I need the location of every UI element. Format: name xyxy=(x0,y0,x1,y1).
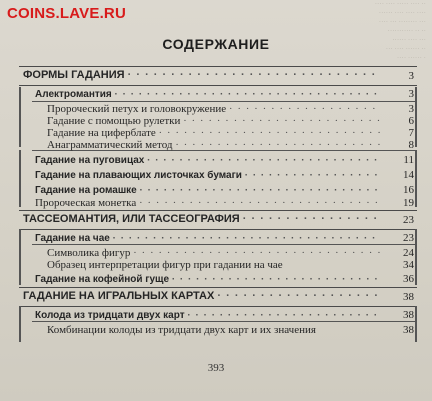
toc-page-number: 16 xyxy=(403,184,414,196)
toc-side-bar xyxy=(415,150,417,207)
toc-entry-sub[interactable]: Пророческий петух и головокружение · · · · · · · · · · · · · · · · · · xyxy=(47,103,377,115)
toc-entry-sub[interactable]: Гадание на циферблате · · · · · · · · · · · · · · · · · · · · · · · · · · · xyxy=(47,127,382,139)
toc-page-number: 3 xyxy=(408,88,414,100)
toc-page-number: 6 xyxy=(408,115,414,127)
toc-page-number: 38 xyxy=(403,309,414,321)
toc-page-number: 36 xyxy=(403,273,414,285)
toc-side-bar xyxy=(19,306,21,342)
toc-side-bar xyxy=(415,229,417,285)
toc-side-bar xyxy=(19,229,21,285)
toc-page-number: 19 xyxy=(403,197,414,209)
toc-entry-section[interactable]: ТАССЕОМАНТИЯ, ИЛИ ТАССЕОГРАФИЯ · · · · · · · · · · · · · · · · xyxy=(23,213,379,225)
toc-entry[interactable]: Гадание на кофейной гуще · · · · · · · · · · · · · · · · · · · · · · · · · · xyxy=(35,274,379,285)
toc-entry[interactable]: Гадание на ромашке · · · · · · · · · · · · · · · · · · · · · · · · · · · · · · xyxy=(35,185,379,196)
toc-entry-section[interactable]: ГАДАНИЕ НА ИГРАЛЬНЫХ КАРТАХ · · · · · · · · · · · · · · · · · · · xyxy=(23,290,380,302)
toc-page-number: 38 xyxy=(403,324,414,336)
toc-entry[interactable]: Колода из тридцати двух карт · · · · · · · · · · · · · · · · · · · · · · · · xyxy=(35,310,379,321)
toc-page-number: 34 xyxy=(403,259,414,271)
toc-page-number: 3 xyxy=(408,70,414,82)
toc-page-number: 23 xyxy=(403,232,414,244)
toc-side-bar xyxy=(415,87,417,147)
toc-entry[interactable]: Пророческая монетка · · · · · · · · · · · · · · · · · · · · · · · · · · · · · xyxy=(35,197,380,209)
bleed-through-text: ···· ···· ····· ···· ·· ······ ···· ···· ···· ···· ··· ········ ··· ··········· ·· ·· ······ ···· ··· ··· ···· ······ ·· ···· ······ · xyxy=(374,0,426,62)
toc-page-number: 24 xyxy=(403,247,414,259)
page-number: 393 xyxy=(207,362,225,374)
toc-side-bar xyxy=(415,306,417,342)
toc-side-bar xyxy=(19,87,21,147)
toc-page-number: 14 xyxy=(403,169,414,181)
toc-side-bar xyxy=(19,150,21,207)
toc-entry[interactable]: Алектромантия · · · · · · · · · · · · · · · · · · · · · · · · · · · · · · · · · xyxy=(35,89,379,100)
toc-entry-sub[interactable]: Символика фигур · · · · · · · · · · · · · · · · · · · · · · · · · · · · · · xyxy=(47,247,382,259)
toc-page-number: 7 xyxy=(408,127,414,139)
toc-entry[interactable]: Гадание на чае · · · · · · · · · · · · · · · · · · · · · · · · · · · · · · · · · xyxy=(35,233,377,244)
toc-page-number: 23 xyxy=(403,214,414,226)
toc-rule xyxy=(32,101,415,102)
toc-entry-section[interactable]: ФОРМЫ ГАДАНИЯ · · · · · · · · · · · · · · · · · · · · · · · · · · · · · xyxy=(23,69,377,81)
toc-entry[interactable]: Гадание на пуговицах · · · · · · · · · · · · · · · · · · · · · · · · · · · · · xyxy=(35,155,379,166)
toc-page-number: 11 xyxy=(403,154,414,166)
page-title: СОДЕРЖАНИЕ xyxy=(162,36,270,52)
toc-entry[interactable]: Гадание на плавающих листочках бумаги · · · · · · · · · · · · · · · · · xyxy=(35,170,379,181)
toc-page-number: 8 xyxy=(408,139,414,151)
toc-page-number: 3 xyxy=(408,103,414,115)
toc-entry-sub[interactable]: Образец интерпретации фигур при гадании на чае xyxy=(47,259,283,271)
toc-entry-sub[interactable]: Анаграмматический метод · · · · · · · · · · · · · · · · · · · · · · · · · xyxy=(47,139,382,151)
watermark: COINS.LAVE.RU xyxy=(7,5,126,22)
toc-entry-sub[interactable]: Гадание с помощью рулетки · · · · · · · · · · · · · · · · · · · · · · · · xyxy=(47,115,382,127)
toc-entry-sub[interactable]: Комбинации колоды из тридцати двух карт и их значения xyxy=(47,324,316,336)
toc-page-number: 38 xyxy=(403,291,414,303)
